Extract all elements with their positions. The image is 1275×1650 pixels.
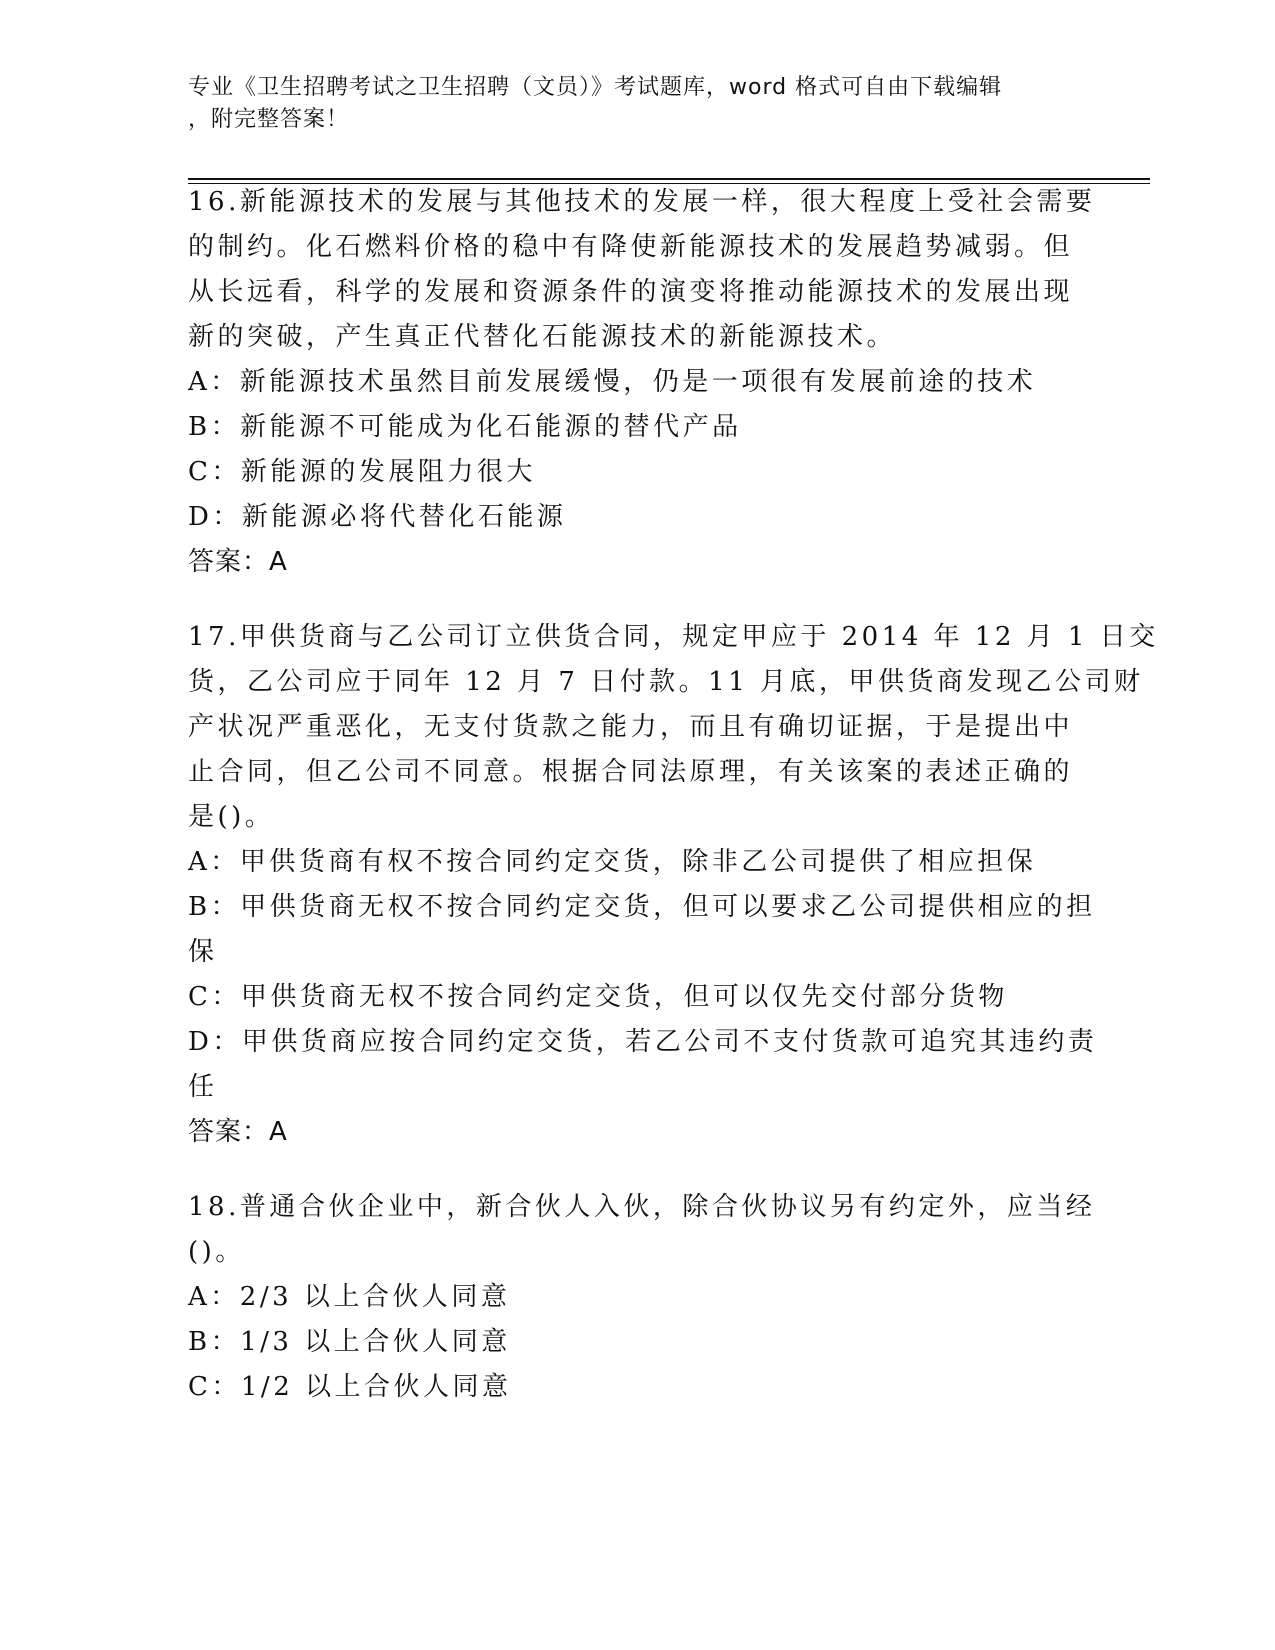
header-line: ，附完整答案！ xyxy=(188,107,350,132)
option-b: B：甲供货商无权不按合同约定交货，但可以要求乙公司提供相应的担 xyxy=(188,892,1096,922)
question-text: 17.甲供货商与乙公司订立供货合同，规定甲应于 2014 年 12 月 1 日交 xyxy=(188,622,1159,652)
question-17 xyxy=(188,615,1159,1110)
option-b-continued: 保 xyxy=(188,937,218,967)
option-d: D：新能源必将代替化石能源 xyxy=(188,502,567,532)
question-text: ()。 xyxy=(188,1237,245,1267)
option-a: A：新能源技术虽然目前发展缓慢，仍是一项很有发展前途的技术 xyxy=(188,367,1037,397)
option-d-continued: 任 xyxy=(188,1072,218,1102)
question-text: 新的突破，产生真正代替化石能源技术的新能源技术。 xyxy=(188,322,897,352)
option-a: A：2/3 以上合伙人同意 xyxy=(188,1282,511,1312)
question-text: 的制约。化石燃料价格的稳中有降使新能源技术的发展趋势减弱。但 xyxy=(188,232,1074,262)
question-text: 18.普通合伙企业中，新合伙人入伙，除合伙协议另有约定外，应当经 xyxy=(188,1192,1096,1222)
question-text: 16.新能源技术的发展与其他技术的发展一样，很大程度上受社会需要 xyxy=(188,187,1096,217)
question-18 xyxy=(188,1185,1096,1410)
header-line: 专业《卫生招聘考试之卫生招聘（文员）》考试题库，word 格式可自由下载编辑 xyxy=(188,75,1003,100)
question-text: 止合同，但乙公司不同意。根据合同法原理，有关该案的表述正确的 xyxy=(188,757,1074,787)
option-c: C：1/2 以上合伙人同意 xyxy=(188,1372,512,1402)
question-16 xyxy=(188,180,1096,540)
option-b: B：新能源不可能成为化石能源的替代产品 xyxy=(188,412,742,442)
answer-17: 答案：A xyxy=(188,1117,288,1147)
question-text: 产状况严重恶化，无支付货款之能力，而且有确切证据，于是提出中 xyxy=(188,712,1074,742)
option-d: D：甲供货商应按合同约定交货，若乙公司不支付货款可追究其违约责 xyxy=(188,1027,1098,1057)
option-c: C：新能源的发展阻力很大 xyxy=(188,457,536,487)
option-c: C：甲供货商无权不按合同约定交货，但可以仅先交付部分货物 xyxy=(188,982,1008,1012)
document-header xyxy=(188,72,1068,136)
question-text: 货，乙公司应于同年 12 月 7 日付款。11 月底，甲供货商发现乙公司财 xyxy=(188,667,1144,697)
option-a: A：甲供货商有权不按合同约定交货，除非乙公司提供了相应担保 xyxy=(188,847,1037,877)
question-text: 从长远看，科学的发展和资源条件的演变将推动能源技术的发展出现 xyxy=(188,277,1074,307)
answer-16: 答案：A xyxy=(188,547,288,577)
option-b: B：1/3 以上合伙人同意 xyxy=(188,1327,511,1357)
question-text: 是()。 xyxy=(188,802,275,832)
